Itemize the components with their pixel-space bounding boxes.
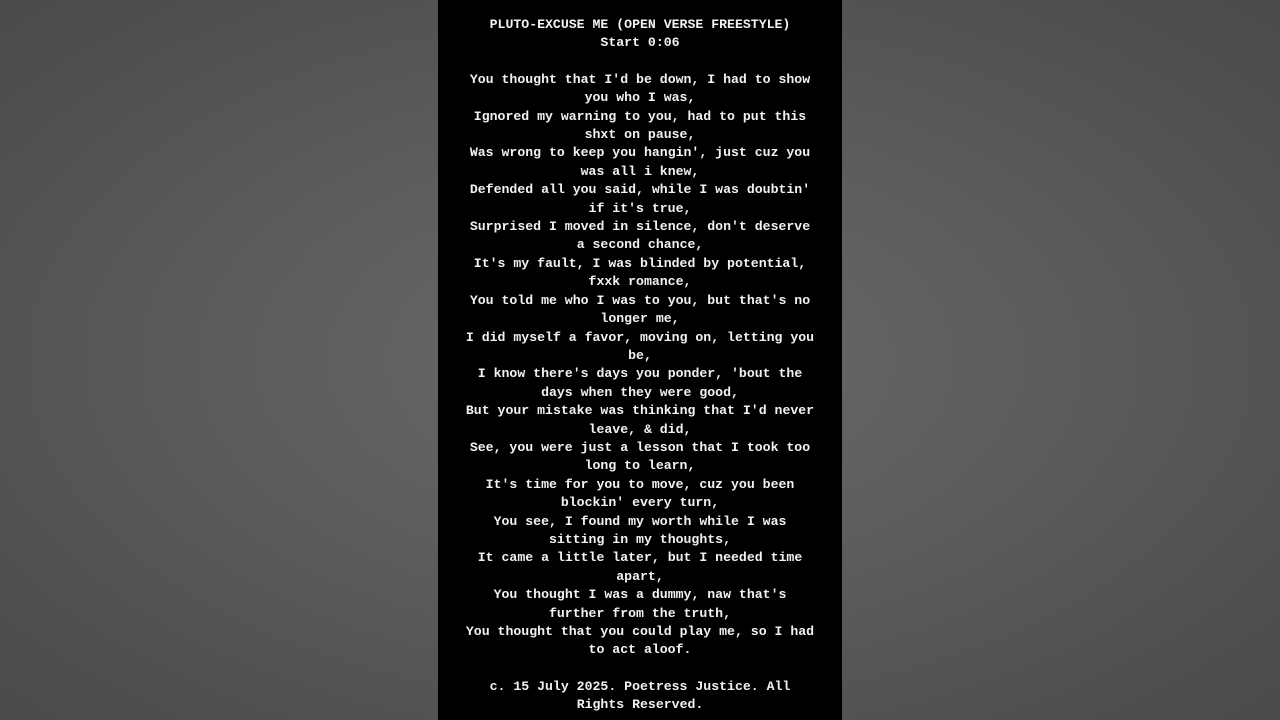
lyric-line: You thought that you could play me, so I had to act aloof.: [465, 624, 815, 658]
copyright-notice: c. 15 July 2025. Poetress Justice. All Rights Reserved.: [489, 678, 791, 713]
lyrics-panel: [438, 0, 842, 720]
lyric-line: You told me who I was to you, but that's no longer me,: [469, 292, 811, 327]
lyric-line: Was wrong to keep you hangin', just cuz you was all i knew,: [469, 145, 811, 179]
lyrics-body: [464, 71, 816, 660]
lyric-line: Surprised I moved in silence, don't deserve a second chance,: [469, 219, 811, 253]
lyric-line: But your mistake was thinking that I'd never leave, & did,: [465, 403, 815, 437]
start-timestamp: Start 0:06: [600, 35, 680, 51]
lyric-line: I know there's days you ponder, 'bout the days when they were good,: [477, 366, 803, 400]
lyric-line: You thought that I'd be down, I had to show you who I was,: [469, 71, 811, 106]
song-title: PLUTO-EXCUSE ME (OPEN VERSE FREESTYLE): [489, 17, 791, 32]
lyric-line: See, you were just a lesson that I took too long to learn,: [469, 439, 811, 474]
lyric-line: You thought I was a dummy, naw that's further from the truth,: [493, 587, 787, 621]
lyric-line: It came a little later, but I needed time apart,: [477, 550, 803, 584]
lyric-line: I did myself a favor, moving on, letting you be,: [465, 329, 815, 363]
lyric-line: Defended all you said, while I was doubtin' if it's true,: [469, 182, 811, 216]
lyric-line: Ignored my warning to you, had to put this shxt on pause,: [473, 108, 807, 143]
lyric-line: You see, I found my worth while I was sitting in my thoughts,: [493, 513, 787, 547]
lyric-line: It's time for you to move, cuz you been blockin' every turn,: [485, 476, 795, 511]
lyric-line: It's my fault, I was blinded by potential, fxxk romance,: [473, 255, 807, 290]
